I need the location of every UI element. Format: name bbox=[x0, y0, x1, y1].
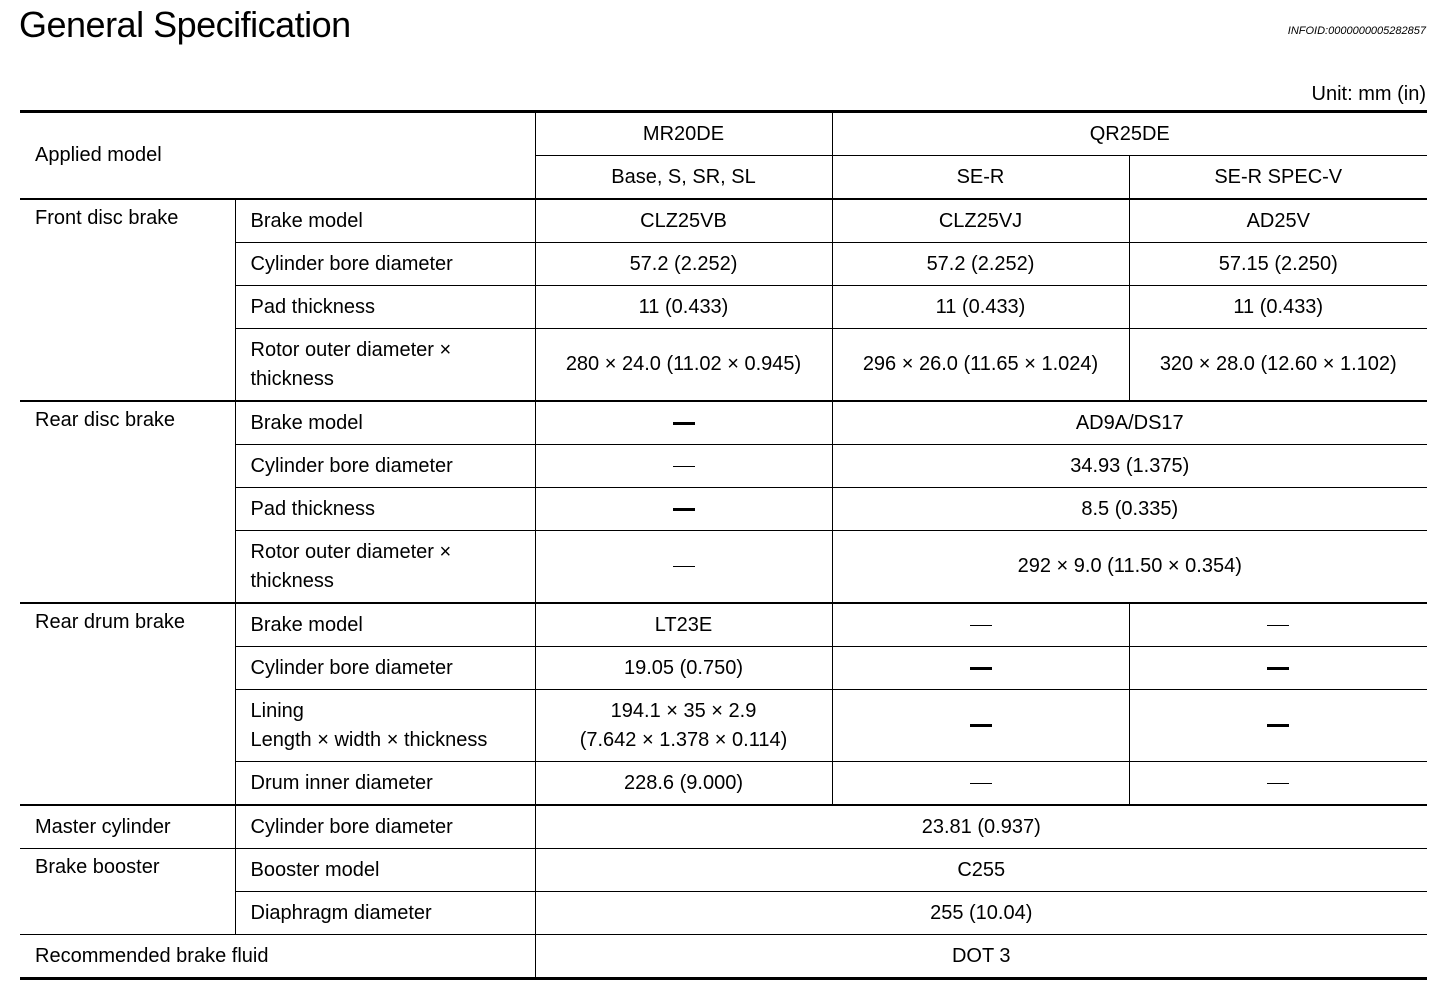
cell-value: 11 (0.433) bbox=[832, 286, 1129, 329]
cell-value: 8.5 (0.335) bbox=[832, 488, 1427, 531]
cell-value: 228.6 (9.000) bbox=[535, 762, 832, 806]
grade-ser-header: SE-R bbox=[832, 156, 1129, 200]
row-label: Booster model bbox=[235, 849, 535, 892]
empty-cell bbox=[535, 531, 832, 604]
row-label: Cylinder bore diameter bbox=[235, 647, 535, 690]
dash-mark bbox=[1267, 667, 1289, 670]
row-label: Cylinder bore diameter bbox=[235, 445, 535, 488]
unit-label: Unit: mm (in) bbox=[1311, 83, 1426, 105]
row-label: Brake model bbox=[235, 199, 535, 243]
row-label bbox=[235, 329, 535, 402]
empty-cell bbox=[832, 690, 1129, 762]
table-row bbox=[20, 805, 1427, 849]
page-title: General Specification bbox=[19, 4, 351, 45]
empty-cell bbox=[535, 488, 832, 531]
empty-cell bbox=[832, 762, 1129, 806]
cell-value: CLZ25VJ bbox=[832, 199, 1129, 243]
row-label: Pad thickness bbox=[235, 488, 535, 531]
cell-value bbox=[535, 690, 832, 762]
master-cylinder-group-label: Master cylinder bbox=[20, 805, 235, 849]
row-label-line: thickness bbox=[250, 367, 334, 390]
row-label: Drum inner diameter bbox=[235, 762, 535, 806]
dash-mark bbox=[1267, 625, 1289, 626]
row-label-line: Length × width × thickness bbox=[250, 728, 488, 751]
cell-value: 34.93 (1.375) bbox=[832, 445, 1427, 488]
table-row bbox=[20, 401, 1427, 445]
cell-value: 19.05 (0.750) bbox=[535, 647, 832, 690]
empty-cell bbox=[832, 603, 1129, 647]
table-row bbox=[20, 603, 1427, 647]
dash-mark bbox=[1267, 783, 1289, 784]
cell-value: 296 × 26.0 (11.65 × 1.024) bbox=[832, 329, 1129, 402]
grade-base-header: Base, S, SR, SL bbox=[535, 156, 832, 200]
cell-value: 11 (0.433) bbox=[1129, 286, 1427, 329]
dash-mark bbox=[1267, 724, 1289, 727]
qr25de-header: QR25DE bbox=[832, 112, 1427, 156]
row-label: Diaphragm diameter bbox=[235, 892, 535, 935]
row-label: Cylinder bore diameter bbox=[235, 243, 535, 286]
empty-cell bbox=[1129, 647, 1427, 690]
front-disc-group-label: Front disc brake bbox=[20, 199, 235, 401]
dash-mark bbox=[970, 724, 992, 727]
cell-value: 23.81 (0.937) bbox=[535, 805, 1427, 849]
brake-fluid-label: Recommended brake fluid bbox=[20, 935, 535, 979]
empty-cell bbox=[1129, 603, 1427, 647]
empty-cell bbox=[535, 401, 832, 445]
brake-booster-group-label: Brake booster bbox=[20, 849, 235, 935]
row-label-line: Rotor outer diameter × bbox=[250, 338, 452, 361]
cell-value: C255 bbox=[535, 849, 1427, 892]
rear-drum-group-label: Rear drum brake bbox=[20, 603, 235, 805]
cell-value: DOT 3 bbox=[535, 935, 1427, 979]
cell-value: 57.2 (2.252) bbox=[535, 243, 832, 286]
info-id: INFOID:0000000005282857 bbox=[1287, 25, 1426, 37]
empty-cell bbox=[832, 647, 1129, 690]
dash-mark bbox=[673, 508, 695, 511]
empty-cell bbox=[535, 445, 832, 488]
dash-mark bbox=[673, 466, 695, 467]
row-label: Cylinder bore diameter bbox=[235, 805, 535, 849]
empty-cell bbox=[1129, 690, 1427, 762]
table-header-row bbox=[20, 112, 1427, 156]
row-label: Brake model bbox=[235, 401, 535, 445]
cell-value: AD9A/DS17 bbox=[832, 401, 1427, 445]
dash-mark bbox=[970, 667, 992, 670]
row-label bbox=[235, 690, 535, 762]
row-label-line: Rotor outer diameter × bbox=[250, 540, 452, 563]
cell-value: 57.15 (2.250) bbox=[1129, 243, 1427, 286]
cell-value: LT23E bbox=[535, 603, 832, 647]
table-row bbox=[20, 935, 1427, 979]
cell-value: 292 × 9.0 (11.50 × 0.354) bbox=[832, 531, 1427, 604]
row-label bbox=[235, 531, 535, 604]
row-label: Pad thickness bbox=[235, 286, 535, 329]
cell-value-line: (7.642 × 1.378 × 0.114) bbox=[579, 728, 788, 751]
rear-disc-group-label: Rear disc brake bbox=[20, 401, 235, 603]
cell-value: AD25V bbox=[1129, 199, 1427, 243]
spec-table bbox=[20, 110, 1427, 980]
applied-model-header: Applied model bbox=[20, 112, 535, 200]
row-label: Brake model bbox=[235, 603, 535, 647]
table-row bbox=[20, 849, 1427, 892]
cell-value: 11 (0.433) bbox=[535, 286, 832, 329]
dash-mark bbox=[970, 783, 992, 784]
cell-value: CLZ25VB bbox=[535, 199, 832, 243]
cell-value-line: 194.1 × 35 × 2.9 bbox=[610, 699, 757, 722]
mr20de-header: MR20DE bbox=[535, 112, 832, 156]
cell-value: 280 × 24.0 (11.02 × 0.945) bbox=[535, 329, 832, 402]
row-label-line: Lining bbox=[250, 699, 304, 722]
table-row bbox=[20, 199, 1427, 243]
grade-specv-header: SE-R SPEC-V bbox=[1129, 156, 1427, 200]
cell-value: 320 × 28.0 (12.60 × 1.102) bbox=[1129, 329, 1427, 402]
dash-mark bbox=[673, 566, 695, 567]
row-label-line: thickness bbox=[250, 569, 334, 592]
dash-mark bbox=[970, 625, 992, 626]
cell-value: 255 (10.04) bbox=[535, 892, 1427, 935]
dash-mark bbox=[673, 422, 695, 425]
cell-value: 57.2 (2.252) bbox=[832, 243, 1129, 286]
empty-cell bbox=[1129, 762, 1427, 806]
